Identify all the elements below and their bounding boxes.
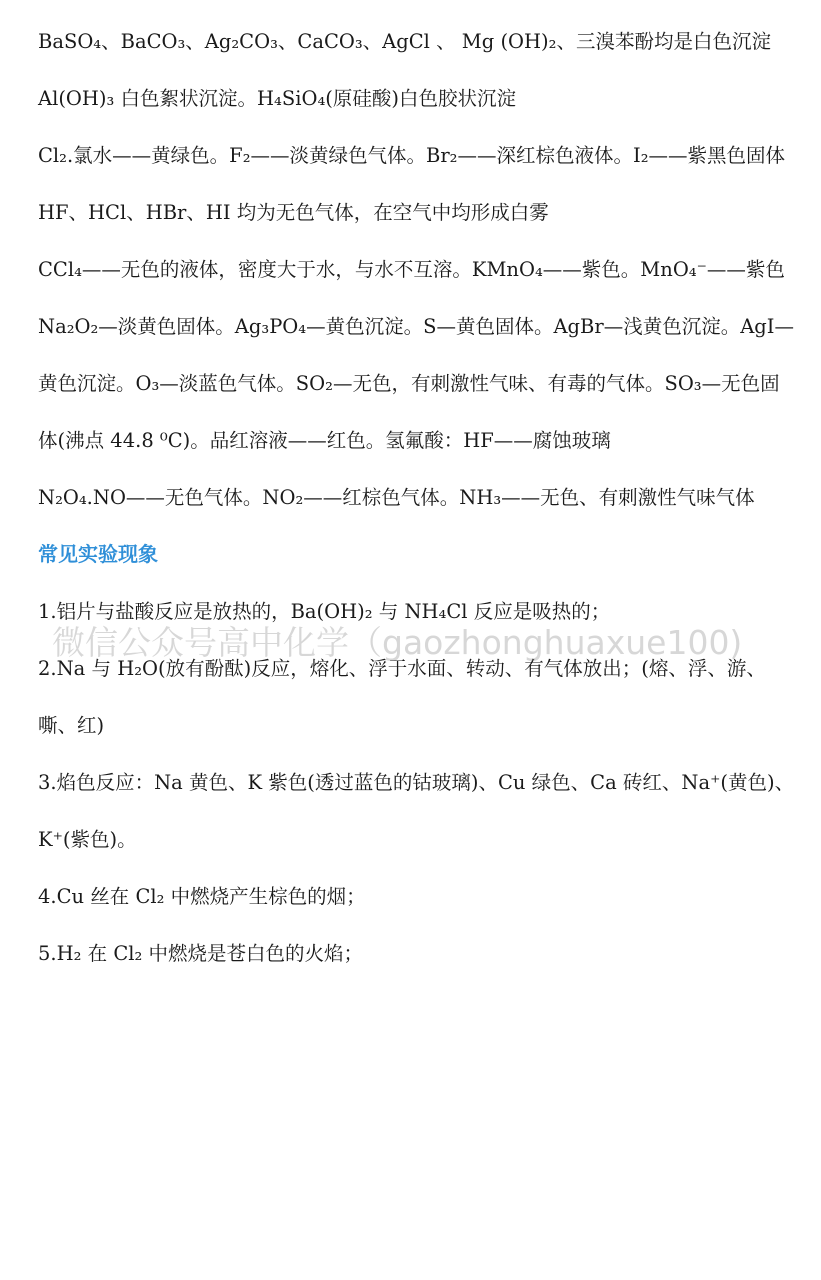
watermark-text: 微信公众号高中化学（gaozhonghuaxue100) (52, 623, 743, 662)
section-heading: 常见实验现象 (38, 542, 158, 566)
text-line-aluminium-hydroxide: Al(OH)₃ 白色絮状沉淀。H₄SiO₄(原硅酸)白色胶状沉淀 (38, 87, 516, 110)
list-item-4: 4.Cu 丝在 Cl₂ 中燃烧产生棕色的烟； (38, 885, 366, 908)
list-item-1: 1.铝片与盐酸反应是放热的，Ba(OH)₂ 与 NH₄Cl 反应是吸热的； (38, 600, 611, 623)
list-item-5: 5.H₂ 在 Cl₂ 中燃烧是苍白色的火焰； (38, 942, 363, 965)
text-line-halogens: Cl₂.氯水——黄绿色。F₂——淡黄绿色气体。Br₂——深红棕色液体。I₂——紫黑色固体 (38, 144, 786, 167)
text-line-ccl4-kmno4: CCl₄——无色的液体，密度大于水，与水不互溶。KMnO₄——紫色。MnO₄⁻——紫色 (38, 258, 785, 281)
text-line-precipitates: BaSO₄、BaCO₃、Ag₂CO₃、CaCO₃、AgCl 、 Mg (OH)₂、三溴苯酚均是白色沉淀 (38, 30, 771, 53)
text-line-hydrogen-halides: HF、HCl、HBr、HI 均为无色气体，在空气中均形成白雾 (38, 201, 549, 224)
list-item-3: 3.焰色反应：Na 黄色、K 紫色(透过蓝色的钴玻璃)、Cu 绿色、Ca 砖红、Na⁺(黄色)、K⁺(紫色)。 (38, 771, 795, 851)
text-line-yellow-compounds: Na₂O₂—淡黄色固体。Ag₃PO₄—黄色沉淀。S—黄色固体。AgBr—浅黄色沉淀。AgI—黄色沉淀。O₃—淡蓝色气体。SO₂—无色，有刺激性气味、有毒的气体。SO₃—无色固体(沸点 44.8 ⁰C)。品红溶液——红色。氢氟酸：HF——腐蚀玻璃 (38, 315, 794, 452)
text-line-nitrogen-gases: N₂O₄.NO——无色气体。NO₂——红棕色气体。NH₃——无色、有刺激性气味气体 (38, 486, 755, 509)
list-item-2: 2.Na 与 H₂O(放有酚酞)反应，熔化、浮于水面、转动、有气体放出；(熔、浮、游、嘶、红) (38, 657, 766, 737)
